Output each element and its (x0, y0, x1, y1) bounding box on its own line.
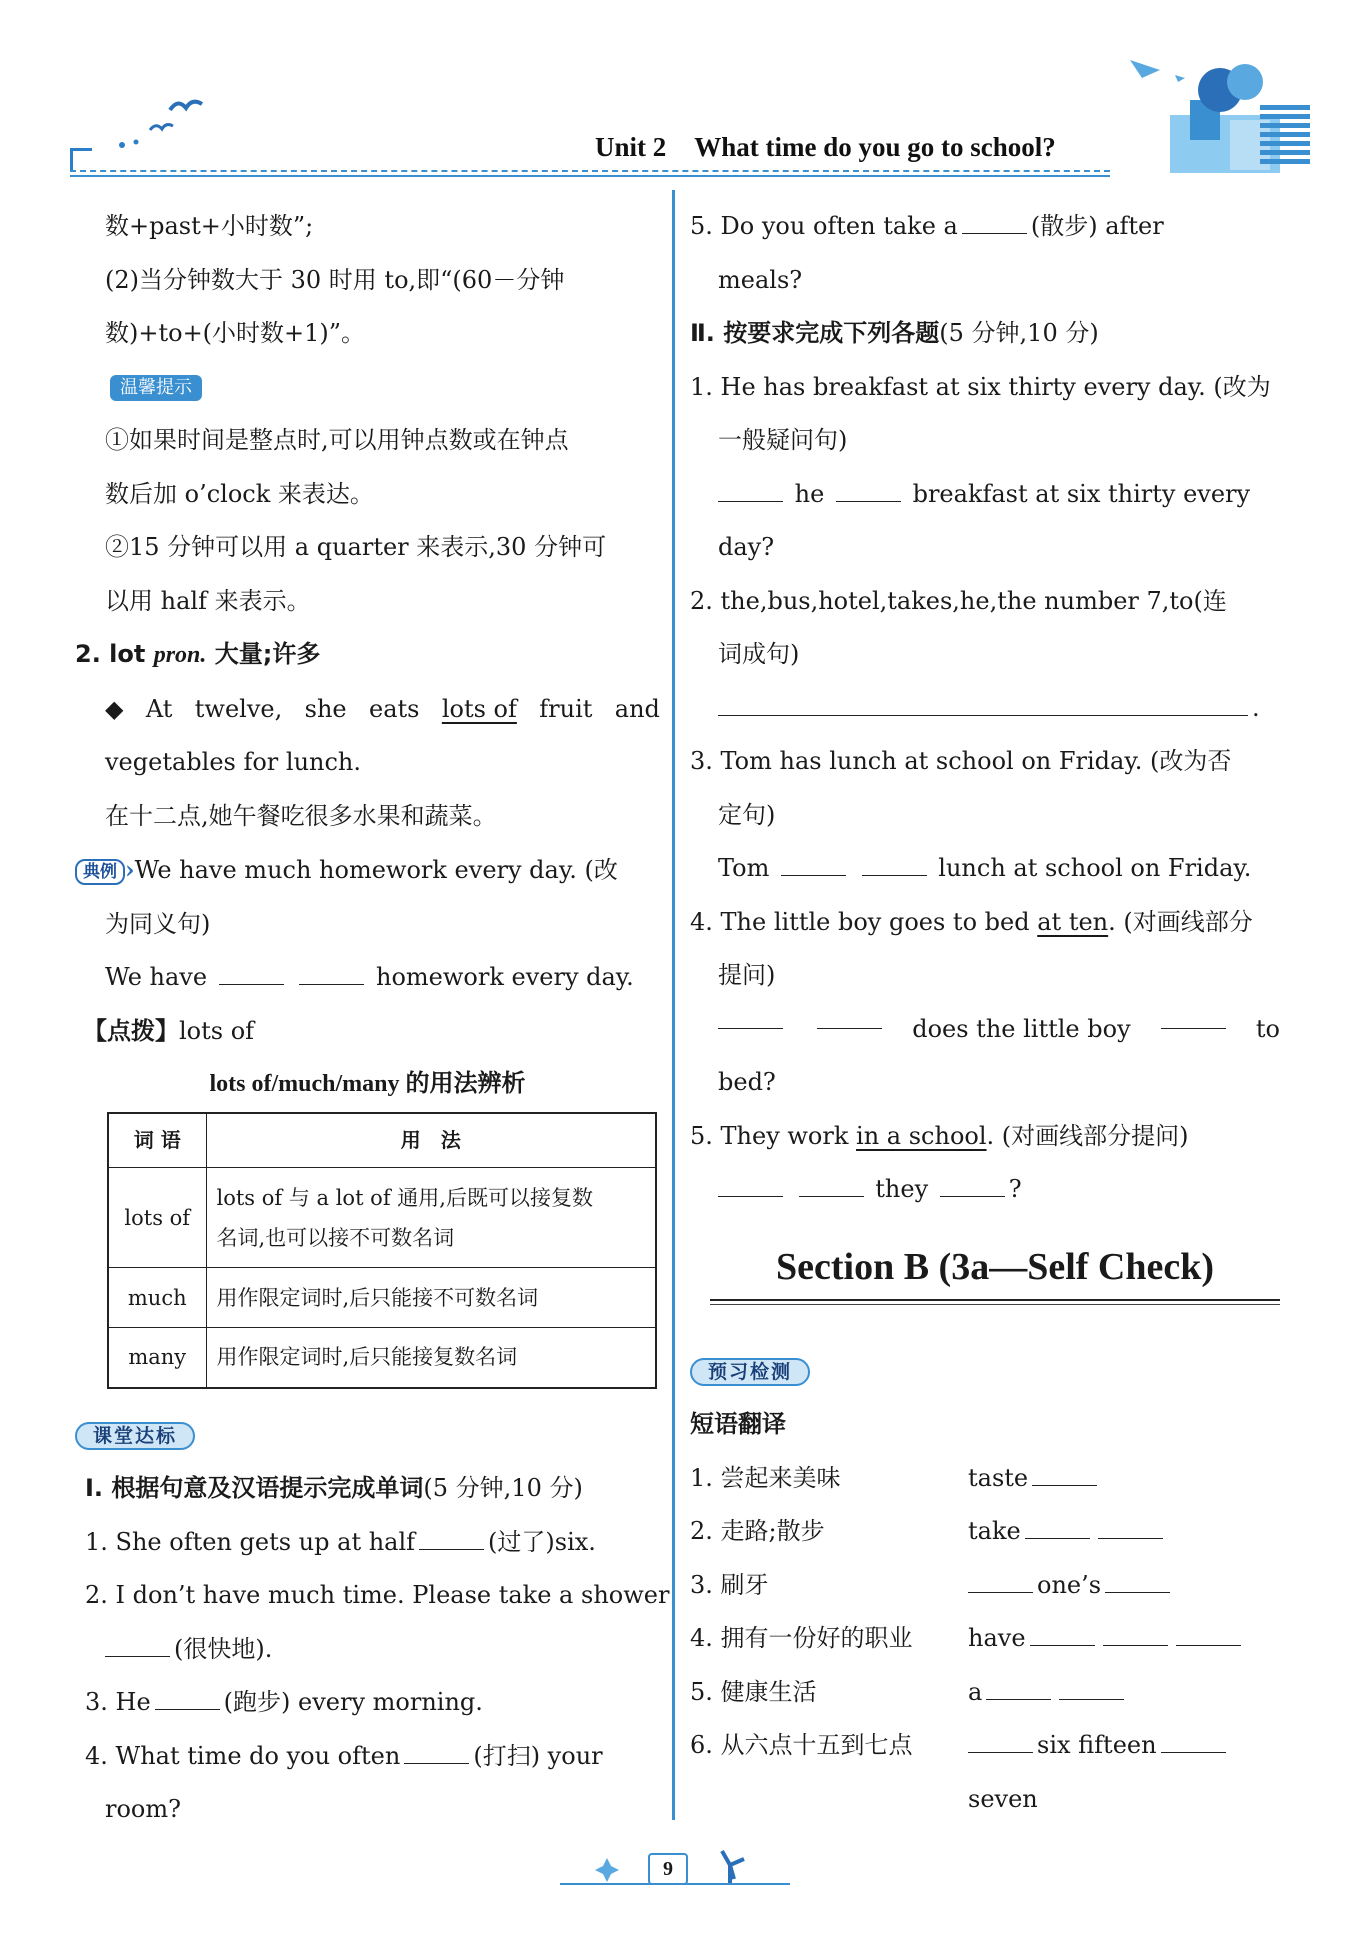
text: Tom (718, 854, 770, 882)
task-3: 3. Tom has lunch at school on Friday. (改为否 (690, 747, 1232, 775)
word: she (304, 694, 347, 723)
underlined-phrase: at ten (1037, 907, 1109, 936)
answer-blank[interactable] (155, 1684, 220, 1710)
tip-row (75, 361, 660, 415)
text: (很快地). (174, 1634, 273, 1663)
table-cell: many (108, 1328, 206, 1388)
exercise-note: (5 分钟,10 分) (939, 319, 1099, 347)
answer-blank[interactable] (1030, 1620, 1095, 1646)
answer-blank[interactable] (1176, 1620, 1241, 1646)
text: take (968, 1517, 1021, 1545)
text: 4. The little boy goes to bed (690, 907, 1030, 936)
question-5-cont: meals? (718, 265, 803, 294)
right-column (690, 200, 1280, 1826)
task-4-answer (690, 1003, 1280, 1057)
preview-badge: 预习检测 (690, 1358, 810, 1386)
exercise-title (75, 1462, 660, 1516)
dianbo-answer: lots of (179, 1016, 255, 1045)
table-title: lots of/much/many 的用法辨析 (209, 1071, 526, 1097)
tip-line: ②15 分钟可以用 a quarter 来表示,30 分钟可 (105, 533, 607, 561)
text-line: (2)当分钟数大于 30 时用 to,即“(60－分钟 (105, 265, 565, 294)
footer-line (560, 1883, 790, 1885)
diamond-icon: ◆ (105, 694, 124, 723)
answer-blank[interactable] (1105, 1566, 1170, 1592)
phrase-row (690, 1719, 1280, 1773)
dianli-text-cont: 为同义句) (105, 909, 211, 938)
phrase-row (690, 1559, 1280, 1613)
unit-label: Unit 2 (595, 132, 667, 162)
phrase-title: 短语翻译 (690, 1410, 786, 1438)
word: At (145, 694, 173, 723)
windmill-icon (700, 1845, 760, 1885)
text: homework every day. (376, 963, 634, 991)
tip-line: ①如果时间是整点时,可以用钟点数或在钟点 (105, 426, 569, 454)
class-badge-row (75, 1409, 660, 1463)
answer-blank[interactable] (968, 1727, 1033, 1753)
header-bars (1260, 105, 1310, 175)
text: they (875, 1175, 929, 1203)
answer-blank[interactable] (817, 1003, 882, 1029)
answer-blank[interactable] (781, 850, 846, 876)
phrase-row (690, 1666, 1280, 1720)
table-header-row (108, 1113, 656, 1168)
phrase-en (968, 1666, 1128, 1720)
text: to (1255, 1014, 1280, 1043)
header-corner (70, 148, 92, 172)
answer-blank[interactable] (219, 959, 284, 985)
answer-blank[interactable] (718, 475, 783, 501)
phrase-en (968, 1719, 1230, 1773)
vocab-pos: pron. (153, 642, 207, 668)
dianbo-line (75, 1005, 660, 1059)
example-sentence (75, 683, 660, 737)
text: (散步) after (1030, 212, 1164, 240)
vocab-meaning: 大量;许多 (214, 640, 321, 668)
phrase-cn: 6. 从六点十五到七点 (690, 1731, 913, 1759)
question-4 (75, 1730, 660, 1784)
phrase-en (968, 1612, 1245, 1666)
unit-question: What time do you go to school? (694, 132, 1056, 162)
phrase-cn: 1. 尝起来美味 (690, 1463, 841, 1492)
text: (跑步) every morning. (223, 1688, 483, 1716)
phrase-row (690, 1452, 1280, 1506)
column-divider (672, 190, 675, 1820)
word: eats (368, 694, 420, 723)
table-row (108, 1268, 656, 1328)
task-5-answer (690, 1163, 1280, 1217)
answer-blank[interactable] (718, 689, 1248, 715)
phrase-row (690, 1505, 1280, 1559)
text-line: 数+past+小时数”; (105, 212, 314, 240)
question-2: 2. I don’t have much time. Please take a shower (85, 1581, 670, 1609)
question-2-cont (75, 1623, 660, 1677)
example-badge: 典例 (75, 859, 125, 885)
table-cell: 用作限定词时,后只能接不可数名词 (206, 1268, 656, 1328)
underlined-phrase: in a school (856, 1121, 987, 1150)
class-badge: 课堂达标 (75, 1422, 195, 1450)
text: one’s (1037, 1570, 1102, 1599)
text: 4. What time do you often (85, 1741, 401, 1770)
dianbo-label: 【点拨】 (83, 1016, 179, 1045)
phrase-cn: 4. 拥有一份好的职业 (690, 1624, 913, 1652)
page-number: 9 (648, 1853, 688, 1885)
answer-blank[interactable] (962, 208, 1027, 234)
phrase-cn: 2. 走路;散步 (690, 1517, 825, 1545)
word: twelve, (194, 694, 283, 723)
answer-blank[interactable] (419, 1523, 484, 1549)
task-4 (690, 896, 1280, 950)
task-3-cont: 定句) (718, 800, 776, 829)
usage-table (107, 1112, 657, 1389)
task-2-cont: 词成句) (718, 640, 800, 668)
task-4-answer-cont: bed? (718, 1068, 776, 1096)
exercise2-title (690, 307, 1280, 361)
answer-blank[interactable] (1103, 1620, 1168, 1646)
starfish-icon (590, 1845, 640, 1885)
answer-blank[interactable] (404, 1737, 469, 1763)
task-2: 2. the,bus,hotel,takes,he,the number 7,to(连 (690, 586, 1227, 615)
example-translation: 在十二点,她午餐吃很多水果和蔬菜。 (105, 801, 497, 830)
tip-line: 数后加 o’clock 来表达。 (105, 479, 374, 508)
cell-line: 名词,也可以接不可数名词 (216, 1225, 455, 1250)
text: six fifteen (1037, 1731, 1157, 1759)
text: 3. He (85, 1688, 151, 1716)
task-3-answer (690, 842, 1280, 896)
exercise-title-text: Ⅰ. 根据句意及汉语提示完成单词 (85, 1474, 424, 1502)
header-dashed-line (70, 170, 1110, 172)
text: 5. They work (690, 1121, 849, 1150)
table-row (108, 1168, 656, 1268)
table-row (108, 1328, 656, 1388)
header-solid-line (70, 175, 1110, 177)
page-header (70, 60, 1310, 180)
answer-blank[interactable] (862, 850, 927, 876)
phrase-cn: 5. 健康生活 (690, 1677, 817, 1706)
answer-blank[interactable] (105, 1630, 170, 1656)
answer-blank[interactable] (1032, 1459, 1097, 1485)
vocab-heading (75, 628, 660, 683)
question-3 (75, 1676, 660, 1730)
section-title: Section B (3a—Self Check) (710, 1237, 1280, 1301)
answer-blank[interactable] (836, 475, 901, 501)
answer-blank[interactable] (718, 1171, 783, 1197)
vocab-word: 2. lot (75, 640, 146, 668)
text: does the little boy (912, 1014, 1131, 1043)
exercise-title-text: Ⅱ. 按要求完成下列各题 (690, 319, 940, 347)
text: 1. She often gets up at half (85, 1527, 416, 1556)
phrase-row-cont: seven (968, 1784, 1038, 1813)
text: We have (105, 963, 208, 991)
phrase-row (690, 1612, 1280, 1666)
table-header: 词 语 (108, 1113, 206, 1168)
tip-badge: 温馨提示 (110, 375, 202, 401)
text: taste (968, 1463, 1029, 1492)
example-sentence-cont: vegetables for lunch. (105, 748, 362, 776)
word: and (614, 694, 660, 723)
answer-blank[interactable] (940, 1171, 1005, 1197)
text: (打扫) your (473, 1741, 603, 1770)
answer-blank[interactable] (1161, 1003, 1226, 1029)
answer-blank[interactable] (1025, 1513, 1090, 1539)
header-title (595, 132, 1056, 163)
answer-blank[interactable] (718, 1003, 783, 1029)
text: . (对画线部分提问) (986, 1121, 1189, 1150)
phrase-en (968, 1452, 1101, 1506)
answer-blank[interactable] (1161, 1727, 1226, 1753)
phrase-en (968, 1559, 1174, 1613)
answer-blank[interactable] (299, 959, 364, 985)
dianli-text: We have much homework every day. (改 (134, 856, 618, 884)
table-cell: lots of (108, 1168, 206, 1268)
text: he (794, 479, 825, 508)
cell-line: lots of 与 a lot of 通用,后既可以接复数 (216, 1185, 593, 1210)
text: have (968, 1624, 1026, 1652)
task-4-cont: 提问) (718, 961, 776, 989)
question-4-cont: room? (105, 1795, 181, 1823)
question-5 (690, 200, 1280, 254)
exercise-note: (5 分钟,10 分) (423, 1474, 583, 1502)
seagulls-icon (110, 90, 230, 150)
task-2-answer: . (690, 682, 1280, 736)
pre-badge-row (690, 1345, 1280, 1399)
answer-blank[interactable] (986, 1673, 1051, 1699)
phrase-en (968, 1505, 1167, 1559)
task-1-cont: 一般疑问句) (718, 426, 848, 454)
section-underline (710, 1301, 1280, 1305)
question-1 (75, 1516, 660, 1570)
table-cell: 用作限定词时,后只能接复数名词 (206, 1328, 656, 1388)
task-1-answer-cont: day? (718, 533, 775, 561)
text: 5. Do you often take a (690, 212, 958, 240)
text: . (对画线部分 (1108, 907, 1253, 936)
task-1-answer (690, 468, 1280, 522)
table-cell (206, 1168, 656, 1268)
dianli-row (75, 843, 660, 898)
text: ? (1008, 1175, 1022, 1203)
table-cell: much (108, 1268, 206, 1328)
text: (过了)six. (488, 1527, 596, 1556)
page-footer (560, 1845, 790, 1895)
text-line: 数)+to+(小时数+1)”。 (105, 319, 366, 347)
answer-blank[interactable] (799, 1171, 864, 1197)
answer-blank[interactable] (1098, 1513, 1163, 1539)
left-column (75, 200, 670, 1837)
underlined-phrase: lots of (441, 694, 517, 723)
text: breakfast at six thirty every (912, 479, 1251, 508)
answer-blank[interactable] (968, 1566, 1033, 1592)
task-5 (690, 1110, 1280, 1164)
arrow-icon: › (125, 855, 135, 884)
answer-blank[interactable] (1059, 1673, 1124, 1699)
text: lunch at school on Friday. (938, 854, 1252, 882)
tip-line: 以用 half 来表示。 (105, 586, 311, 615)
task-1: 1. He has breakfast at six thirty every day. (改为 (690, 372, 1271, 401)
word: fruit (539, 694, 593, 723)
table-header: 用 法 (206, 1113, 656, 1168)
text: a (968, 1677, 983, 1706)
dianli-answer-line (75, 951, 660, 1005)
phrase-cn: 3. 刷牙 (690, 1570, 769, 1599)
